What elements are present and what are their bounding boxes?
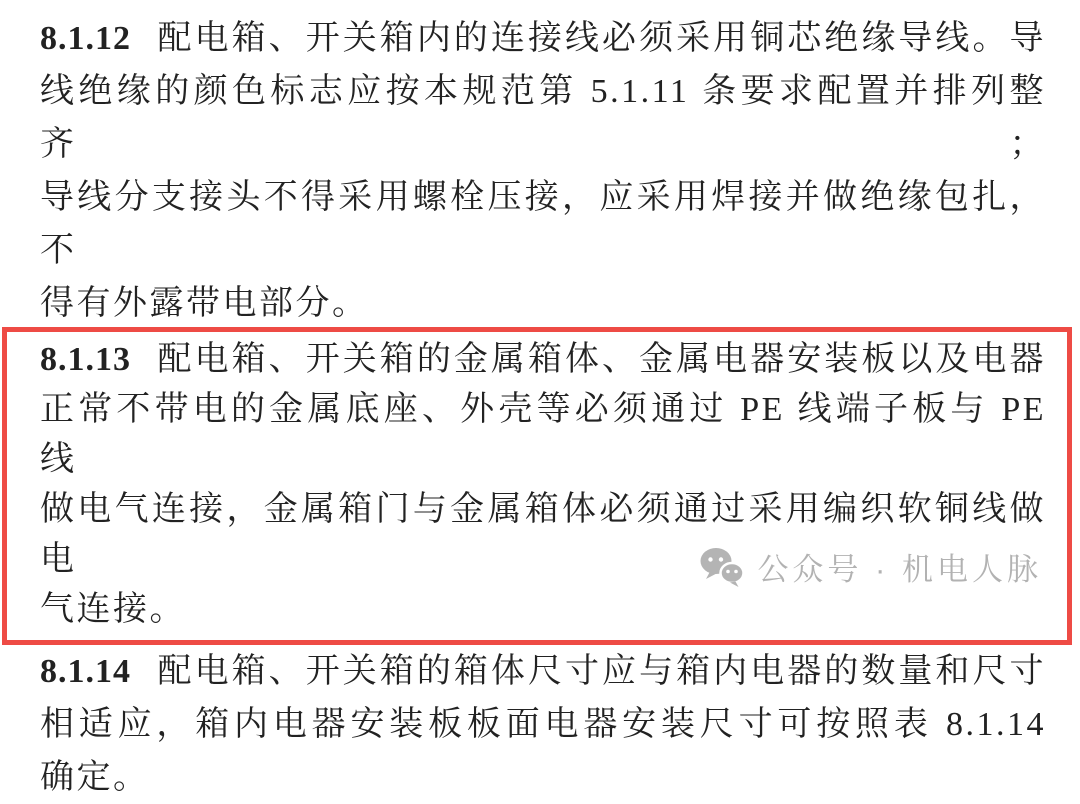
text-line: 8.1.12 配电箱、开关箱内的连接线必须采用铜芯绝缘导线。导 <box>40 20 1046 57</box>
text-line: 确定。 <box>40 759 150 796</box>
clause-8.1.13 <box>2 327 1072 645</box>
clause-number: 8.1.12 <box>40 20 131 57</box>
text-line: 8.1.14 配电箱、开关箱的箱体尺寸应与箱内电器的数量和尺寸 <box>40 653 1046 690</box>
text-line: 导线分支接头不得采用螺栓压接，应采用焊接并做绝缘包扎，不 <box>40 179 1046 269</box>
clause-8.1.12 <box>0 12 1080 330</box>
text-line: 做电气连接，金属箱门与金属箱体必须通过采用编织软铜线做电 <box>40 491 1046 578</box>
watermark-text: 公众号 · 机电人脉 <box>757 552 1042 587</box>
text-line: 相适应，箱内电器安装板板面电器安装尺寸可按照表 8.1.14 <box>40 706 1046 743</box>
wechat-icon <box>699 547 745 587</box>
text-line: 8.1.13 配电箱、开关箱的金属箱体、金属电器安装板以及电器 <box>40 341 1046 378</box>
text-line: 正常不带电的金属底座、外壳等必须通过 PE 线端子板与 PE 线 <box>40 391 1046 478</box>
document-body <box>0 12 1080 804</box>
clause-number: 8.1.13 <box>40 341 131 378</box>
clause-number: 8.1.14 <box>40 653 131 690</box>
text-line: 得有外露带电部分。 <box>40 285 369 322</box>
text-line: 线绝缘的颜色标志应按本规范第 5.1.11 条要求配置并排列整齐； <box>40 73 1046 163</box>
watermark <box>699 544 1042 589</box>
text-line: 气连接。 <box>40 591 186 628</box>
clause-8.1.14 <box>0 645 1080 804</box>
